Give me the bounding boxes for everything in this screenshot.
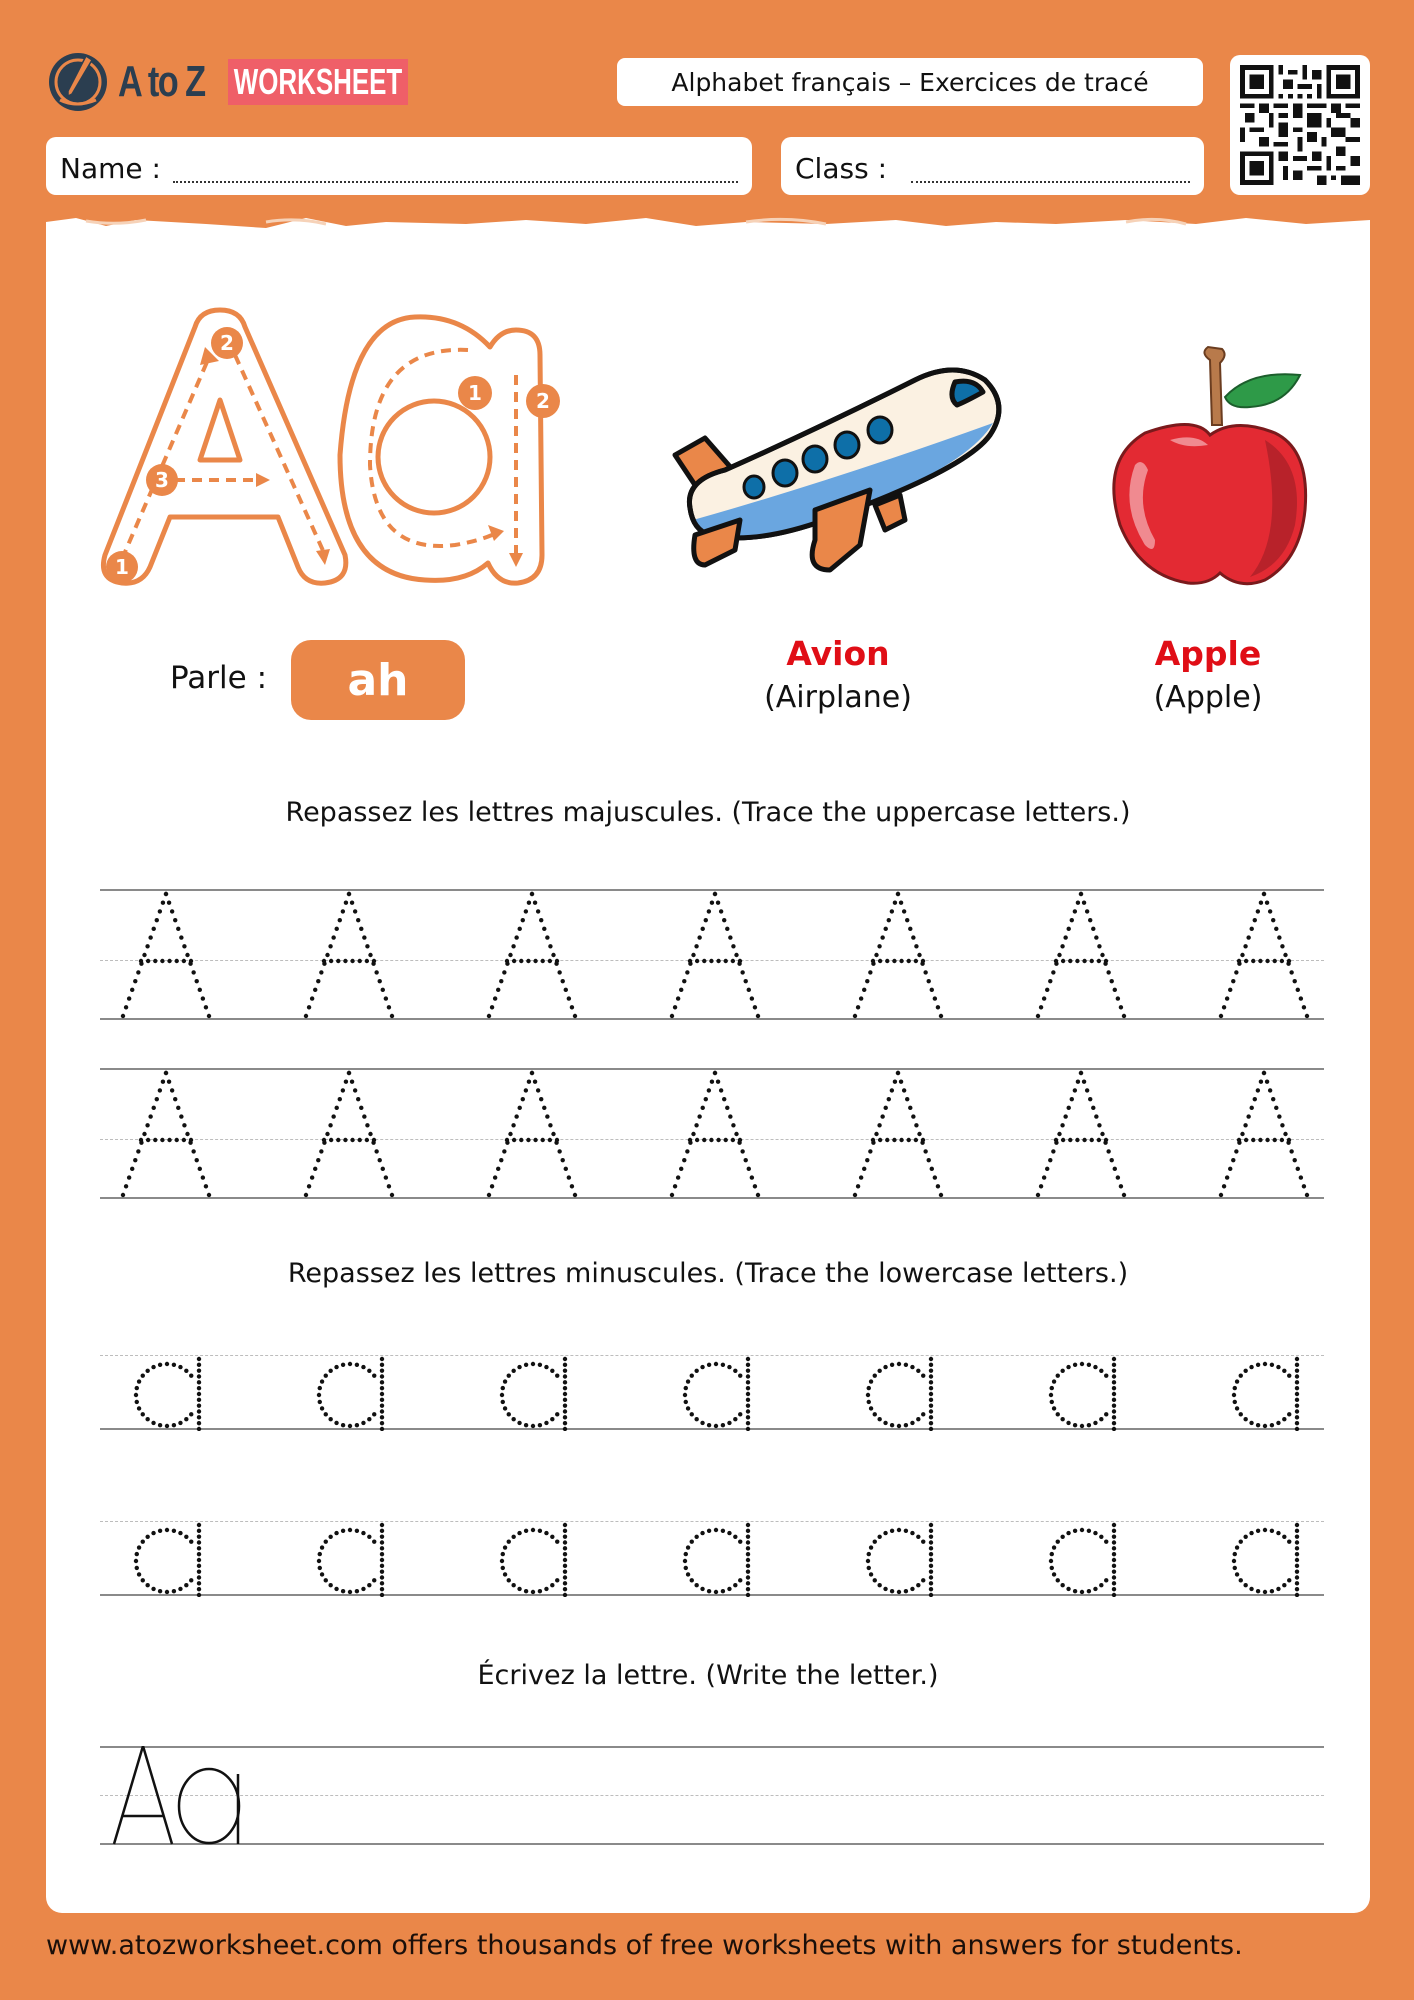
write-practice-row[interactable] (100, 1746, 1324, 1846)
brand-logo (46, 50, 478, 114)
svg-text:3: 3 (155, 468, 169, 492)
svg-text:1: 1 (115, 555, 129, 579)
example-letters-Aa (100, 1746, 1324, 1846)
apple-icon (1100, 345, 1315, 590)
dotted-lowercase-a-row (100, 1521, 1324, 1597)
word-english: (Airplane) (764, 680, 912, 715)
word-french: Apple (1154, 634, 1262, 673)
name-field[interactable] (46, 137, 752, 195)
lowercase-instruction: Repassez les lettres minuscules. (Trace the lowercase letters.) (287, 1258, 1129, 1289)
dotted-uppercase-A-row (100, 1067, 1324, 1201)
uppercase-trace-row-1[interactable] (100, 888, 1324, 1022)
svg-text:2: 2 (536, 389, 550, 413)
uppercase-instruction: Repassez les lettres majuscules. (Trace the uppercase letters.) (285, 797, 1131, 828)
footer-text (46, 1930, 1243, 1961)
qr-code-icon[interactable] (1230, 55, 1370, 195)
dotted-lowercase-a-row (100, 1355, 1324, 1431)
class-input-line[interactable] (911, 181, 1190, 183)
word-english: (Apple) (1153, 680, 1263, 715)
footer-tagline: offers thousands of free worksheets with answers for students. (382, 1930, 1243, 1961)
dotted-uppercase-A-row (100, 888, 1324, 1022)
torn-paper-edge (46, 212, 1370, 242)
airplane-icon (665, 360, 1010, 575)
logo-text: A to Z (118, 57, 205, 106)
pen-logo-icon (46, 50, 110, 114)
class-field[interactable] (781, 137, 1204, 195)
lowercase-trace-row-2[interactable] (100, 1521, 1324, 1597)
word-card-avion (688, 632, 988, 720)
letter-stroke-guide-Aa (100, 305, 590, 595)
uppercase-trace-row-2[interactable] (100, 1067, 1324, 1201)
name-input-line[interactable] (173, 181, 738, 183)
lowercase-trace-row-1[interactable] (100, 1355, 1324, 1431)
svg-text:2: 2 (220, 331, 234, 355)
name-label: Name : (60, 152, 161, 185)
class-label: Class : (795, 152, 887, 185)
write-instruction: Écrivez la lettre. (Write the letter.) (477, 1660, 939, 1691)
footer-site-link[interactable]: www.atozworksheet.com (46, 1930, 383, 1961)
svg-text:1: 1 (468, 381, 482, 405)
worksheet-title: Alphabet français – Exercices de tracé (617, 58, 1203, 106)
speak-label: Parle : (170, 660, 268, 696)
word-card-apple (1058, 632, 1358, 720)
pronunciation-badge: ah (291, 640, 465, 720)
logo-badge: WORKSHEET (228, 59, 408, 105)
word-french: Avion (786, 634, 890, 673)
